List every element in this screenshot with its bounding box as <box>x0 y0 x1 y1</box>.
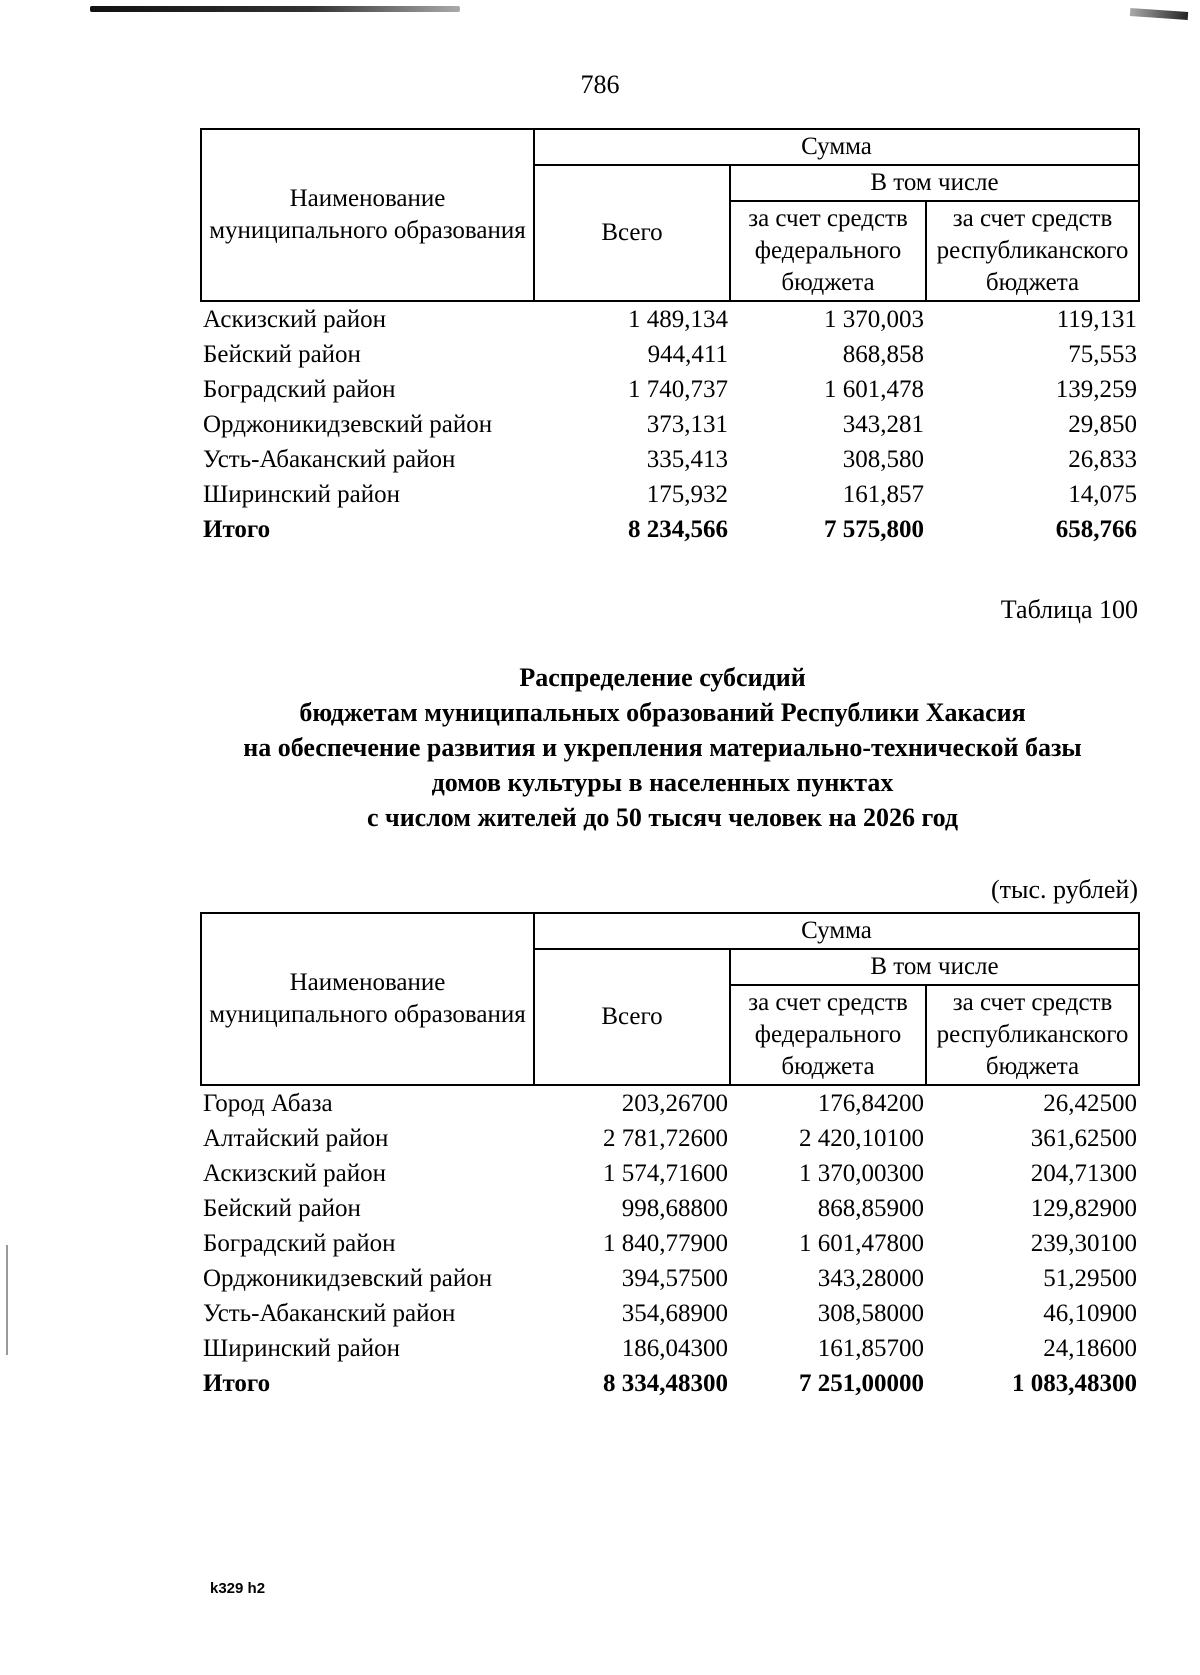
cell-federal: 868,85900 <box>817 1195 924 1222</box>
cell-total: 354,68900 <box>621 1300 728 1327</box>
cell-total: 175,932 <box>646 481 728 508</box>
table-row <box>201 1085 1139 1121</box>
cell-municipality: Ширинский район <box>203 1335 400 1362</box>
cell-municipality: Город Абаза <box>203 1090 333 1117</box>
cell-municipality: Орджоникидзевский район <box>203 1265 493 1292</box>
title-line: бюджетам муниципальных образований Республики Хакасия <box>299 698 1026 727</box>
cell-municipality: Орджоникидзевский район <box>203 411 493 438</box>
cell-republic: 139,259 <box>1055 376 1138 403</box>
cell-municipality: Итого <box>203 1370 271 1397</box>
cell-total: 1 574,71600 <box>603 1160 728 1187</box>
scan-edge-mark <box>90 6 460 12</box>
scan-edge-mark <box>1130 8 1188 20</box>
cell-federal: 1 601,47800 <box>799 1230 924 1257</box>
cell-municipality: Итого <box>203 516 271 543</box>
cell-republic: 119,131 <box>1056 306 1138 333</box>
cell-total: 1 489,134 <box>628 306 728 333</box>
cell-total: 2 781,72600 <box>603 1125 728 1152</box>
cell-total: 394,57500 <box>621 1265 728 1292</box>
cell-federal: 161,857 <box>842 481 924 508</box>
header-municipality-name: Наименование муниципального образования <box>201 913 534 1085</box>
cell-federal: 343,28000 <box>817 1265 924 1292</box>
cell-republic: 129,82900 <box>1030 1195 1138 1222</box>
cell-republic: 29,850 <box>1068 411 1138 438</box>
cell-municipality: Усть-Абаканский район <box>203 446 456 473</box>
cell-republic: 361,62500 <box>1030 1125 1138 1152</box>
header-including: В том числе <box>730 165 1139 201</box>
cell-total: 373,131 <box>646 411 728 438</box>
cell-federal: 343,281 <box>842 411 924 438</box>
cell-municipality: Боградский район <box>203 1230 396 1257</box>
cell-federal: 308,58000 <box>817 1300 924 1327</box>
cell-republic: 1 083,48300 <box>1012 1370 1138 1397</box>
table-row <box>201 1121 1139 1156</box>
cell-municipality: Усть-Абаканский район <box>203 1300 456 1327</box>
header-municipality-name: Наименование муниципального образования <box>201 129 534 301</box>
cell-federal: 2 420,10100 <box>799 1125 924 1152</box>
cell-total: 1 840,77900 <box>603 1230 728 1257</box>
subsidy-table-continued <box>200 128 1140 547</box>
table-row <box>201 1331 1139 1366</box>
header-total: Всего <box>534 165 730 301</box>
cell-republic: 51,29500 <box>1043 1265 1138 1292</box>
cell-total: 8 234,566 <box>628 516 728 543</box>
document-title <box>0 660 1200 835</box>
title-line: на обеспечение развития и укрепления материально-технической базы <box>243 733 1082 762</box>
table-row <box>201 442 1139 477</box>
cell-republic: 204,71300 <box>1030 1160 1138 1187</box>
header-total: Всего <box>534 949 730 1085</box>
cell-total: 186,04300 <box>621 1335 728 1362</box>
page-number: 786 <box>580 70 620 99</box>
subsidy-table-100 <box>200 912 1140 1401</box>
table-row <box>201 1226 1139 1261</box>
cell-municipality: Боградский район <box>203 376 396 403</box>
header-federal: за счет средств федерального бюджета <box>730 201 926 301</box>
cell-municipality: Бейский район <box>203 1195 361 1222</box>
cell-total: 998,68800 <box>621 1195 728 1222</box>
table-body <box>201 301 1139 547</box>
cell-federal: 308,580 <box>842 446 924 473</box>
header-federal: за счет средств федерального бюджета <box>730 985 926 1085</box>
cell-total: 944,411 <box>647 341 728 368</box>
header-republic: за счет средств республиканского бюджета <box>926 985 1139 1085</box>
cell-federal: 7 575,800 <box>824 516 924 543</box>
title-line: с числом жителей до 50 тысяч человек на 2026 год <box>366 803 959 832</box>
cell-republic: 239,30100 <box>1030 1230 1138 1257</box>
cell-republic: 24,18600 <box>1043 1335 1138 1362</box>
header-including: В том числе <box>730 949 1139 985</box>
units-label: (тыс. рублей) <box>990 875 1138 904</box>
cell-republic: 658,766 <box>1055 516 1138 543</box>
cell-federal: 1 601,478 <box>824 376 924 403</box>
cell-federal: 7 251,00000 <box>799 1370 924 1397</box>
footer-code: k329 h2 <box>210 1580 266 1597</box>
cell-municipality: Бейский район <box>203 341 361 368</box>
table-row <box>201 477 1139 512</box>
cell-republic: 26,833 <box>1068 446 1138 473</box>
cell-municipality: Аскизский район <box>203 1160 387 1187</box>
title-line: домов культуры в населенных пунктах <box>431 768 894 797</box>
table-row <box>201 407 1139 442</box>
cell-federal: 868,858 <box>842 341 924 368</box>
table-caption: Таблица 100 <box>1000 595 1138 624</box>
cell-total: 8 334,48300 <box>603 1370 728 1397</box>
table-row <box>201 337 1139 372</box>
cell-republic: 75,553 <box>1068 341 1138 368</box>
cell-republic: 14,075 <box>1068 481 1138 508</box>
cell-municipality: Алтайский район <box>203 1125 389 1152</box>
total-row <box>201 512 1139 547</box>
cell-federal: 1 370,00300 <box>799 1160 924 1187</box>
cell-federal: 161,85700 <box>817 1335 924 1362</box>
header-sum: Сумма <box>534 129 1139 165</box>
cell-municipality: Аскизский район <box>203 306 387 333</box>
cell-total: 335,413 <box>646 446 728 473</box>
cell-republic: 46,10900 <box>1043 1300 1138 1327</box>
title-line: Распределение субсидий <box>519 663 806 692</box>
header-republic: за счет средств республиканского бюджета <box>926 201 1139 301</box>
table-row <box>201 1296 1139 1331</box>
cell-federal: 176,84200 <box>817 1090 924 1117</box>
table-row <box>201 372 1139 407</box>
header-sum: Сумма <box>534 913 1139 949</box>
total-row <box>201 1366 1139 1401</box>
table-row <box>201 1156 1139 1191</box>
scan-edge-mark <box>6 1245 8 1355</box>
cell-municipality: Ширинский район <box>203 481 400 508</box>
cell-total: 1 740,737 <box>628 376 728 403</box>
cell-federal: 1 370,003 <box>824 306 924 333</box>
cell-total: 203,26700 <box>621 1090 728 1117</box>
cell-republic: 26,42500 <box>1043 1090 1138 1117</box>
table-body <box>201 1085 1139 1401</box>
table-row <box>201 1191 1139 1226</box>
table-row <box>201 301 1139 337</box>
table-row <box>201 1261 1139 1296</box>
